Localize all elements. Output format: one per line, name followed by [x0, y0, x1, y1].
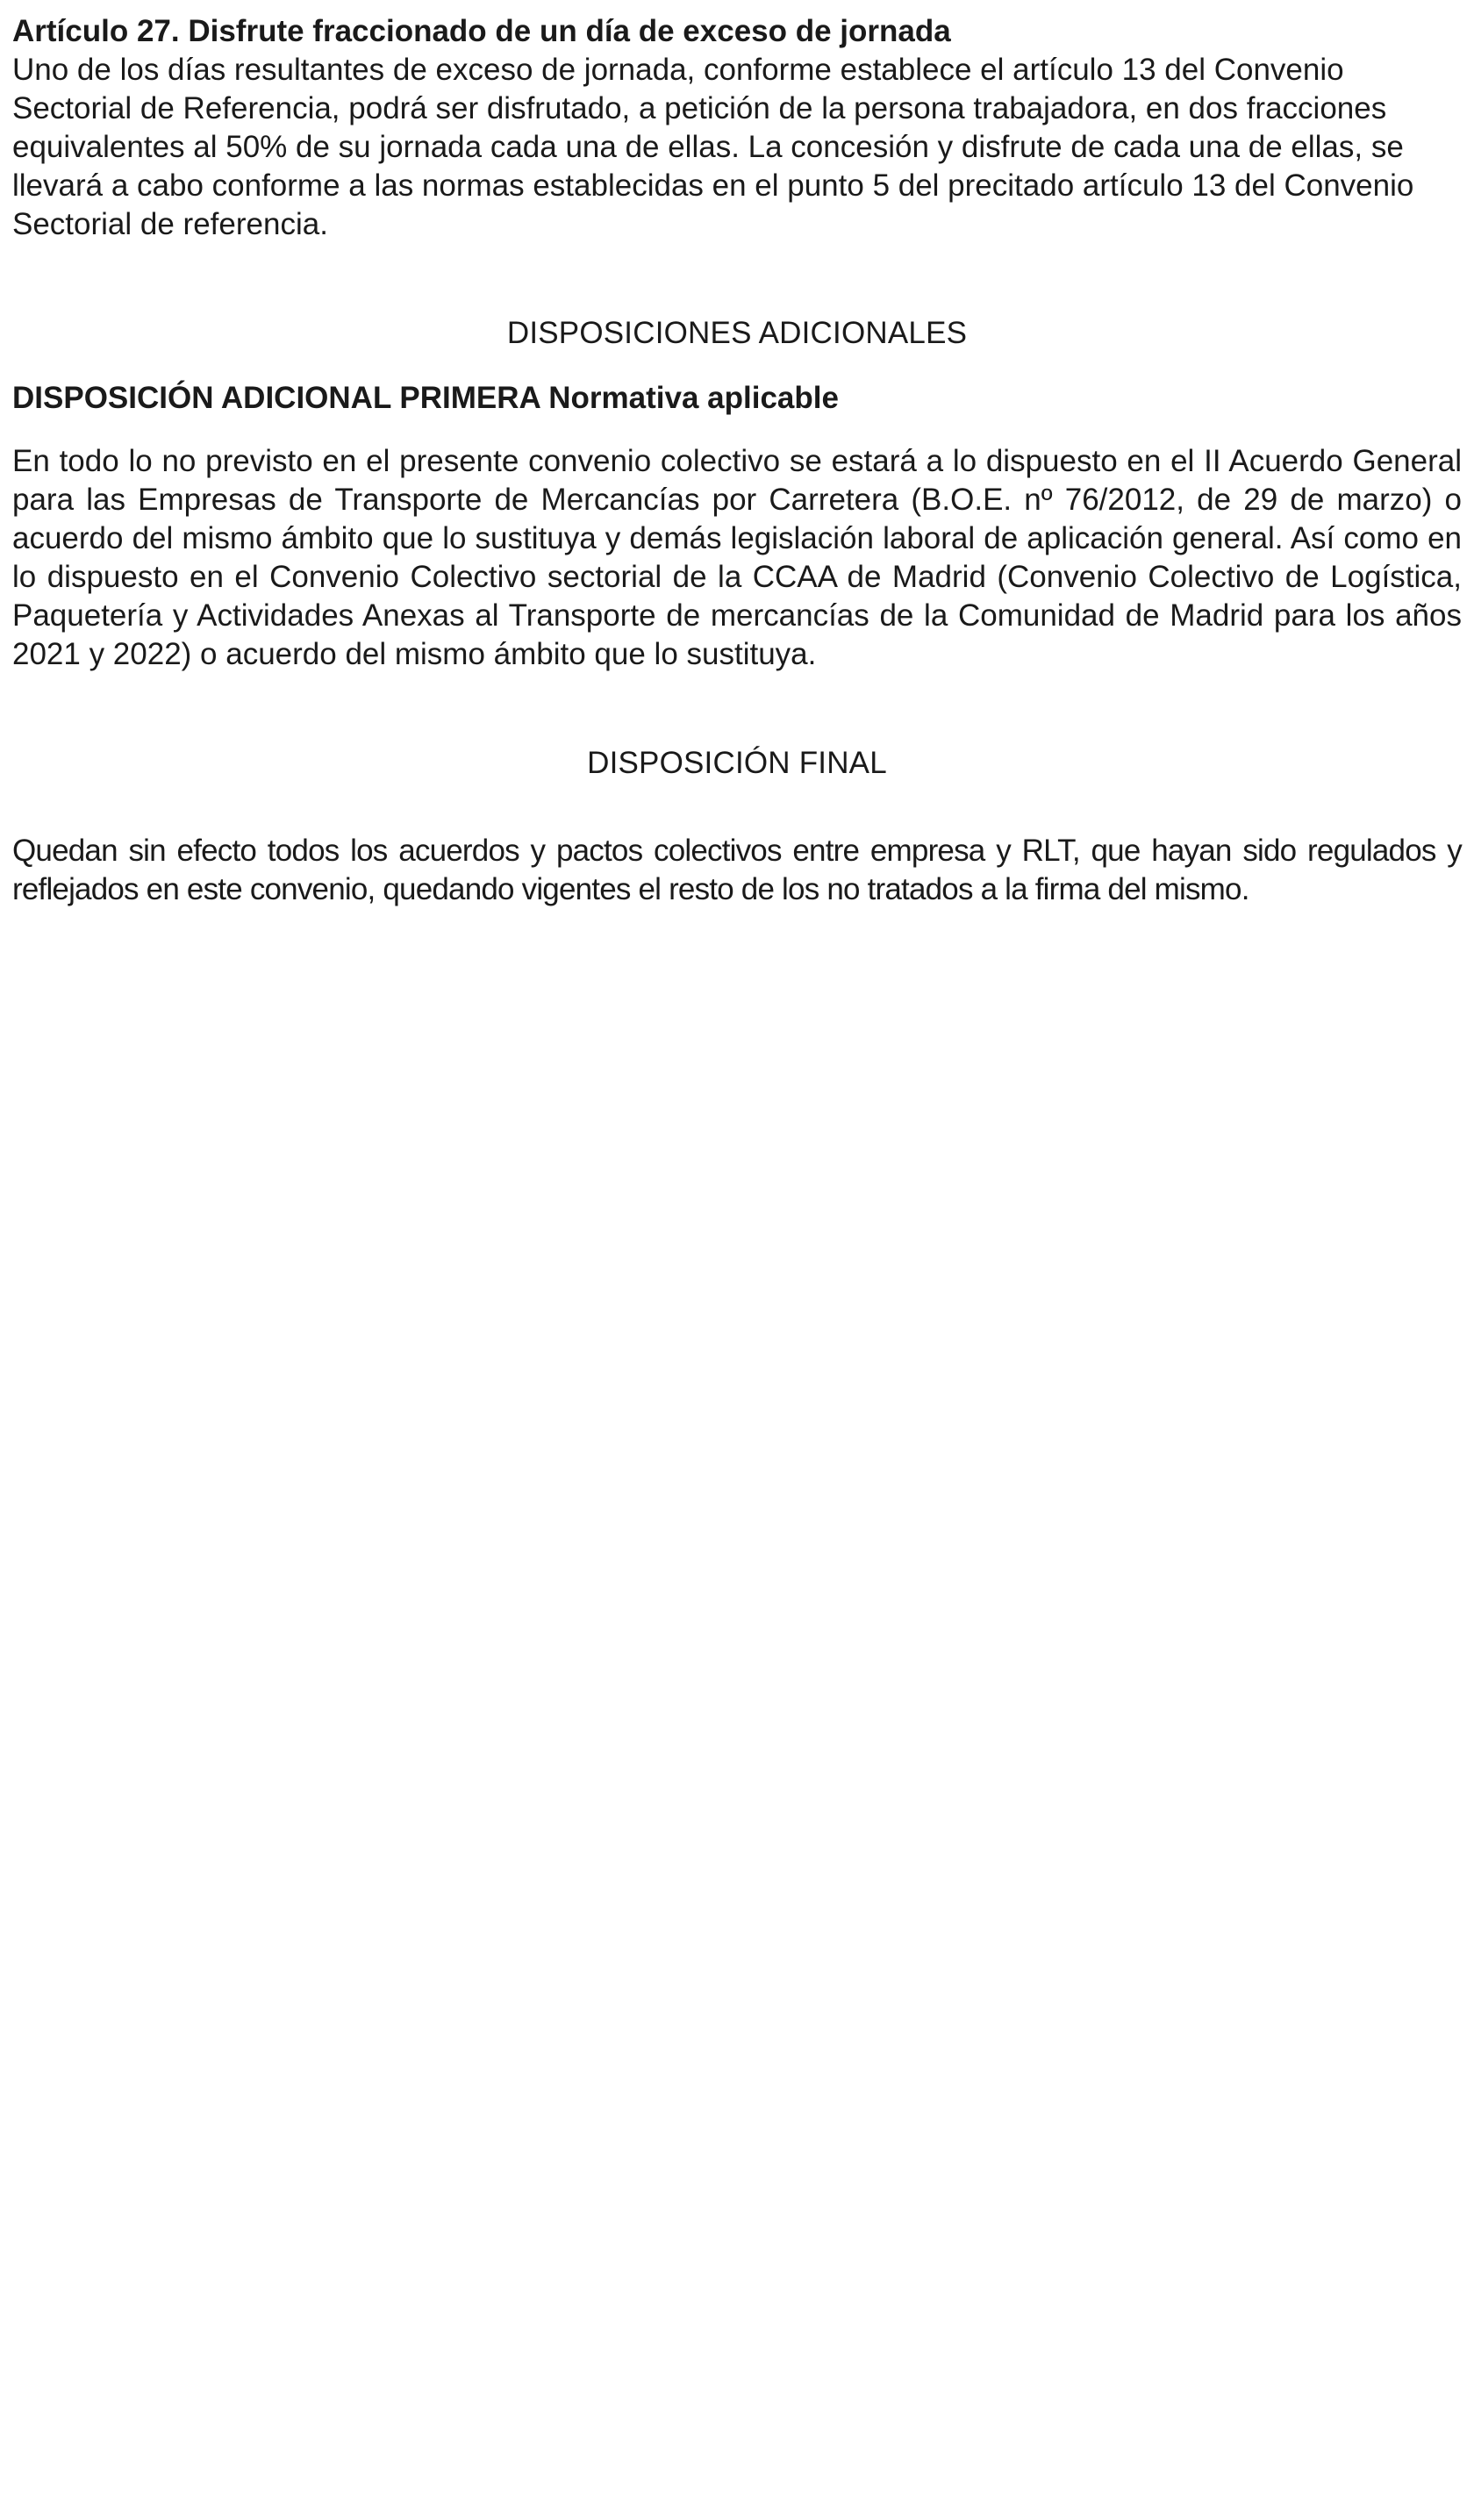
article-27-body: Uno de los días resultantes de exceso de jornada, conforme establece el artículo 13 del Convenio Sectorial de Referencia, podrá ser disfrutado, a petición de la persona trabajadora, en dos fracciones equivalentes al 50% de su jornada cada una de ellas. La concesión y disfrute de cada una de ellas, se llevará a cabo conforme a las normas establecidas en el punto 5 del precitado artículo 13 del Convenio Sectorial de referencia.: [12, 53, 1414, 241]
article-27-title: Artículo 27. Disfrute fraccionado de un día de exceso de jornada: [12, 14, 951, 48]
document-page: [12, 12, 1462, 909]
disposicion-adicional-primera-title: DISPOSICIÓN ADICIONAL PRIMERA Normativa aplicable: [12, 381, 839, 415]
disposicion-final-heading: DISPOSICIÓN FINAL: [587, 746, 887, 780]
disposicion-final-body: Quedan sin efecto todos los acuerdos y pactos colectivos entre empresa y RLT, que hayan sido regulados y reflejados en este convenio, quedando vigentes el resto de los no tratados a la firma del mismo.: [12, 834, 1462, 906]
disposicion-adicional-primera-body: En todo lo no previsto en el presente convenio colectivo se estará a lo dispuesto en el II Acuerdo General para las Empresas de Transporte de Mercancías por Carretera (B.O.E. nº 76/2012, de 29 de marzo) o acuerdo del mismo ámbito que lo sustituya y demás legislación laboral de aplicación general. Así como en lo dispuesto en el Convenio Colectivo sectorial de la CCAA de Madrid (Convenio Colectivo de Logística, Paquetería y Actividades Anexas al Transporte de mercancías de la Comunidad de Madrid para los años 2021 y 2022) o acuerdo del mismo ámbito que lo sustituya.: [12, 444, 1462, 671]
disposiciones-adicionales-heading: DISPOSICIONES ADICIONALES: [506, 316, 968, 350]
